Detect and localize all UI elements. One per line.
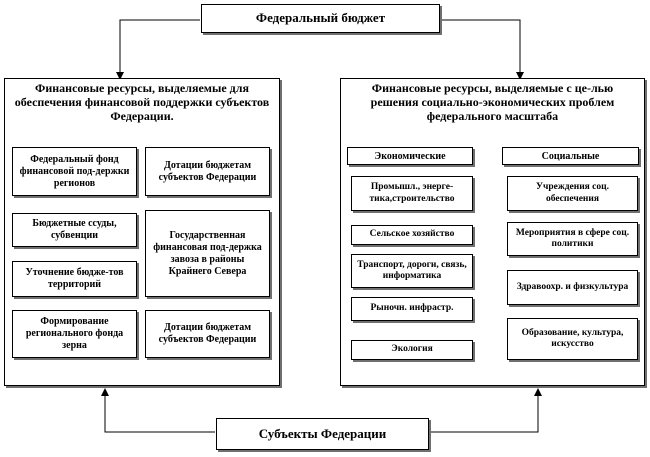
economic-item-2: [351, 225, 473, 245]
economic-header-label: Экономические: [374, 150, 446, 162]
arrow-budget-to-right: [440, 20, 520, 76]
right-panel-title: Финансовые ресурсы, выделяемые с це-лью решения социально-экономических проблем федерального масштаба: [370, 81, 615, 124]
arrow-subjects-to-left: [105, 392, 215, 432]
left-item-4-label: Формирование регионального фонда зерна: [25, 316, 124, 351]
economic-item-3: [351, 254, 473, 288]
social-item-3-label: Здравоохр. и физкультура: [516, 281, 629, 292]
left-panel-title: Финансовые ресурсы, выделяемые для обеспечения финансовой поддержки субъектов Федерации.: [14, 81, 270, 124]
economic-item-4: [351, 297, 473, 321]
left-item-1: [12, 147, 137, 196]
left-item-6: [145, 210, 270, 297]
subjects-box: [216, 418, 429, 450]
economic-item-5: [351, 340, 473, 360]
economic-item-5-label: Экология: [391, 344, 433, 355]
left-item-7: [145, 310, 270, 358]
social-item-4-label: Образование, культура, искусство: [521, 327, 624, 349]
social-item-1-label: Учреждения соц. обеспечения: [535, 182, 610, 204]
left-item-5: [145, 147, 270, 196]
economic-item-4-label: Рыночн. инфрастр.: [370, 303, 454, 314]
arrow-subjects-to-right: [430, 392, 538, 432]
subjects-label: Субъекты Федерации: [258, 426, 387, 441]
economic-item-1-label: Промышл., энерге-тика,строительство: [369, 182, 455, 204]
social-header: [502, 147, 639, 165]
left-item-1-label: Федеральный фонд финансовой под-держки регионов: [19, 153, 130, 189]
social-header-label: Социальные: [541, 150, 600, 162]
left-item-7-label: Дотации бюджетам субъектов Федерации: [158, 322, 257, 345]
social-item-2-label: Мероприятия в сфере соц. политики: [515, 227, 630, 249]
economic-header: [347, 147, 473, 165]
social-item-1: [507, 176, 638, 211]
social-item-4: [507, 318, 638, 360]
economic-item-2-label: Сельское хозяйство: [369, 229, 455, 240]
left-item-5-label: Дотации бюджетам субъектов Федерации: [158, 159, 257, 183]
social-item-2: [507, 222, 638, 256]
federal-budget-box: [201, 4, 440, 33]
economic-item-1: [351, 176, 473, 211]
left-item-2: [12, 213, 137, 247]
left-item-2-label: Бюджетные ссуды, субвенции: [32, 218, 117, 241]
federal-budget-label: Федеральный бюджет: [255, 10, 386, 25]
left-item-3-label: Уточнение бюдже-тов территорий: [25, 267, 124, 290]
economic-item-3-label: Транспорт, дороги, связь, информатика: [357, 259, 467, 281]
left-item-4: [12, 310, 137, 358]
arrow-budget-to-left: [120, 20, 200, 76]
left-item-3: [12, 261, 137, 297]
left-item-6-label: Государственная финансовая под-держка завоза в районы Крайнего Севера: [153, 229, 262, 277]
social-item-3: [507, 270, 638, 305]
